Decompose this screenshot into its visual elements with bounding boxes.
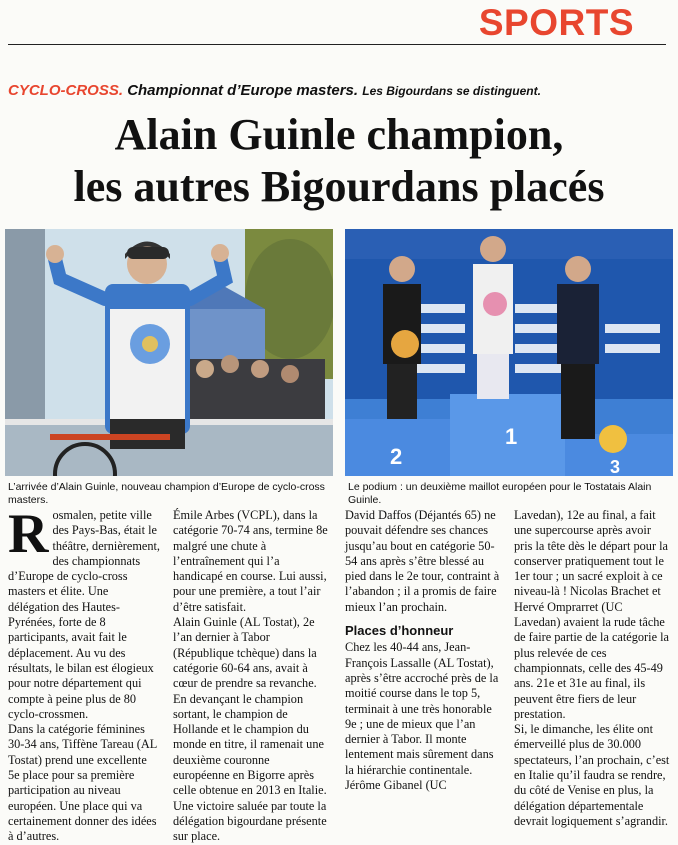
section-label: SPORTS bbox=[478, 2, 634, 43]
podium-number-3: 3 bbox=[610, 457, 621, 476]
article-paragraph: Chez les 40-44 ans, Jean-François Lassalle (AL Tostat), après s’être accroché près de la moitié course dans le top 5, terminait à une très honorable 9e ; une de mieux que l’an dernier à Tabor. Il monte lentement mais sûrement dans la hiérarchie continentale. Jérôme Gibanel (UC bbox=[345, 640, 499, 793]
article-column-3 bbox=[345, 508, 501, 793]
article-column-4 bbox=[514, 508, 670, 829]
podium-number-1: 1 bbox=[505, 424, 518, 449]
article-paragraph: Lavedan), 12e au final, a fait une supercourse après avoir pris la tête dès le départ pour la conserver pratiquement tout le 1er tour ; un sacré exploit à ce niveau-là ! Nicolas Brachet et Hervé Omprarret (UC Lavedan) avaient la rude tâche de faire partie de la catégorie la plus relevée de ces championnats, celle des 45-49 ans. 21e et 31e au final, ils peuvent être fiers de leur prestation. bbox=[514, 508, 669, 721]
kicker-category: CYCLO-CROSS. bbox=[8, 82, 124, 99]
kicker-subtitle: Les Bigourdans se distinguent. bbox=[362, 84, 541, 98]
photo-podium-image bbox=[345, 229, 673, 476]
podium-number-2: 2 bbox=[390, 444, 403, 469]
article-paragraph: Dans la catégorie féminines 30-34 ans, Tiffène Tareau (AL Tostat) prend une excellente 5e place pour sa première participation au niveau européen. Une place qui va certainement donner des idées à d’autres. bbox=[8, 722, 157, 844]
section-rule bbox=[8, 44, 666, 45]
article-paragraph: Émile Arbes (VCPL), dans la catégorie 70-74 ans, termine 8e malgré une chute à l’entraînement qui l’a handicapé en course. Lui aussi, pour une première, a tout l’air d’être satisfait. bbox=[173, 508, 328, 614]
article-column-2 bbox=[173, 508, 329, 845]
article-paragraph: Si, le dimanche, les élite ont émerveillé plus de 30.000 spectateurs, l’an prochain, c’est en Italie qu’il faudra se rendre, du côté de Venise en plus, la délégation départementale devrait logiquement s’agrandir. bbox=[514, 722, 670, 828]
section-header bbox=[0, 0, 678, 46]
photo-podium bbox=[345, 229, 673, 476]
article-column-1 bbox=[8, 503, 160, 845]
subhead-places-honneur: Places d’honneur bbox=[345, 623, 454, 639]
kicker-title: Championnat d’Europe masters. bbox=[127, 82, 359, 99]
article-paragraph bbox=[8, 503, 160, 722]
dropcap: R bbox=[8, 503, 49, 565]
caption-podium: Le podium : un deuxième maillot européen pour le Tostatais Alain Guinle. bbox=[348, 481, 652, 506]
headline-line-1: Alain Guinle champion, bbox=[114, 110, 564, 159]
headline-line-2: les autres Bigourdans placés bbox=[73, 162, 605, 211]
kicker bbox=[8, 82, 541, 99]
caption-finish: L’arrivée d’Alain Guinle, nouveau champion d’Europe de cyclo-cross masters. bbox=[8, 481, 325, 506]
photo-finish bbox=[5, 229, 333, 476]
photo-finish-image bbox=[5, 229, 333, 476]
article-paragraph: David Daffos (Déjantés 65) ne pouvait défendre ses chances jusqu’au bout en catégorie 50-54 ans après s’être blessé au pied dans le 2e tour, contraint à l’abandon ; il a promis de faire mieux l’an prochain. bbox=[345, 508, 500, 614]
article-paragraph: Alain Guinle (AL Tostat), 2e l’an dernier à Tabor (République tchèque) dans la catégorie 60-64 ans, avait à cœur de prendre sa revanche. En devançant le champion sortant, le champion de Hollande et le champion du monde en titre, il ramenait une deuxième couronne européenne en Bigorre après celle obtenue en 2013 en Italie. Une victoire saluée par toute la délégation bigourdane présente sur place. bbox=[173, 615, 327, 844]
article-col1-text: osmalen, petite ville des Pays-Bas, était le théâtre, dernièrement, des championnats d’Europe de cyclo-cross masters et élite. Une délégation des Hautes-Pyrénées, forte de 8 participants, avait fait le déplacement. Au vu des résultats, le bilan est élogieux pour notre département qui compte à peine plus de 80 cyclo-crossmen. bbox=[8, 508, 160, 721]
